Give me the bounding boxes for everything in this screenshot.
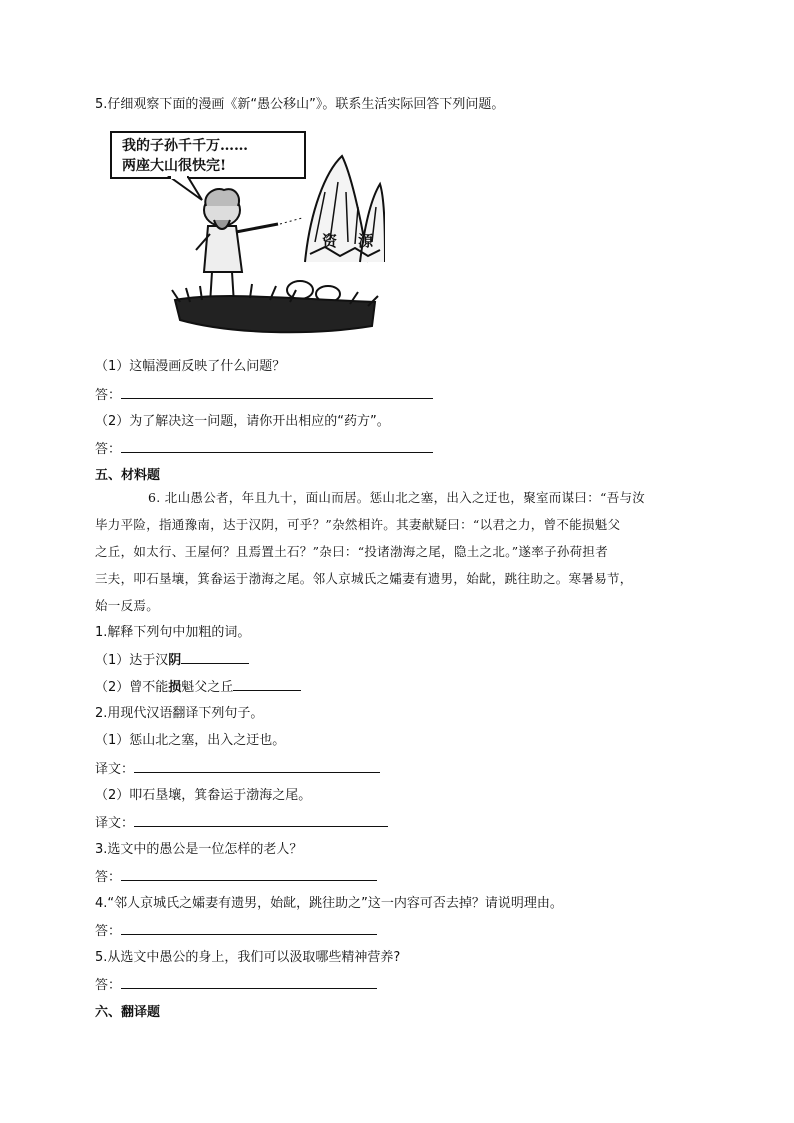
answer-blank[interactable] — [181, 651, 249, 664]
question-5: 5.从选文中愚公的身上，我们可以汲取哪些精神营养? — [95, 950, 401, 965]
item-text: 魁父之丘 — [181, 680, 234, 695]
question-1-item-1 — [95, 651, 249, 670]
item-text: （1）达于汉 — [95, 653, 169, 668]
pointing-line — [280, 218, 302, 224]
answer-row-4 — [95, 922, 377, 941]
bold-word: 损 — [168, 680, 182, 695]
bold-word: 阴 — [168, 653, 182, 668]
answer-row-1 — [95, 386, 433, 405]
answer-blank[interactable] — [121, 922, 377, 935]
speech-line-2: 两座大山很快完! — [122, 158, 227, 174]
translation-row-2 — [95, 814, 388, 833]
passage-line: 始一反焉。 — [95, 598, 160, 613]
passage-line: 毕力平险，指通豫南，达于汉阴，可乎？”杂然相许。其妻献疑曰：“以君之力，曾不能损魁父 — [95, 517, 621, 532]
answer-row-5 — [95, 976, 377, 995]
question-2-item-2: （2）叩石垦壤，箕畚运于渤海之尾。 — [95, 788, 312, 803]
answer-blank[interactable] — [233, 678, 301, 691]
answer-blank[interactable] — [134, 760, 380, 773]
question-2-item-1: （1）惩山北之塞，出入之迂也。 — [95, 733, 286, 748]
question-4: 4.“邻人京城氏之孀妻有遗男，始龀，跳往助之”这一内容可否去掉？请说明理由。 — [95, 896, 563, 911]
question-5-prompt: 5.仔细观察下面的漫画《新“愚公移山”》。联系生活实际回答下列问题。 — [95, 97, 505, 112]
answer-blank[interactable] — [121, 976, 377, 989]
answer-label: 答： — [95, 388, 122, 403]
passage-line: 6. 北山愚公者，年且九十，面山而居。惩山北之塞，出入之迂也，聚室而谋曰：“吾与汝 — [148, 490, 646, 505]
answer-label: 答： — [95, 442, 122, 457]
answer-row-2 — [95, 440, 433, 459]
cartoon-illustration — [110, 122, 385, 340]
section-5-title: 五、材料题 — [95, 468, 161, 483]
item-text: （2）曾不能 — [95, 680, 169, 695]
translation-label: 译文： — [95, 762, 135, 777]
speech-bubble — [111, 132, 305, 200]
answer-row-3 — [95, 868, 377, 887]
passage-line: 三夫，叩石垦壤，箕畚运于渤海之尾。邻人京城氏之孀妻有遗男，始龀，跳往助之。寒暑易节， — [95, 571, 633, 586]
question-5-sub-2: （2）为了解决这一问题，请你开出相应的“药方”。 — [95, 414, 390, 429]
question-1-item-2 — [95, 678, 301, 697]
mountain-label-1: 资 — [322, 232, 338, 250]
section-6-title: 六、翻译题 — [95, 1005, 161, 1020]
answer-blank[interactable] — [121, 386, 433, 399]
question-1: 1.解释下列句中加粗的词。 — [95, 625, 251, 640]
question-5-sub-1: （1）这幅漫画反映了什么问题？ — [95, 359, 286, 374]
mountain-label-2: 源 — [358, 232, 374, 250]
speech-line-1: 我的子孙千千万…… — [122, 138, 248, 154]
translation-row-1 — [95, 760, 380, 779]
question-2: 2.用现代汉语翻译下列句子。 — [95, 706, 264, 721]
old-man-figure — [196, 189, 278, 304]
answer-blank[interactable] — [121, 440, 433, 453]
question-3: 3.选文中的愚公是一位怎样的老人？ — [95, 842, 303, 857]
translation-label: 译文： — [95, 816, 135, 831]
answer-label: 答： — [95, 924, 122, 939]
grass-ground — [172, 284, 378, 332]
answer-blank[interactable] — [134, 814, 388, 827]
answer-blank[interactable] — [121, 868, 377, 881]
answer-label: 答： — [95, 870, 122, 885]
passage-line: 之丘，如太行、王屋何？且焉置土石？”杂曰：“投诸渤海之尾，隐土之北。”遂率子孙荷担者 — [95, 544, 609, 559]
answer-label: 答： — [95, 978, 122, 993]
